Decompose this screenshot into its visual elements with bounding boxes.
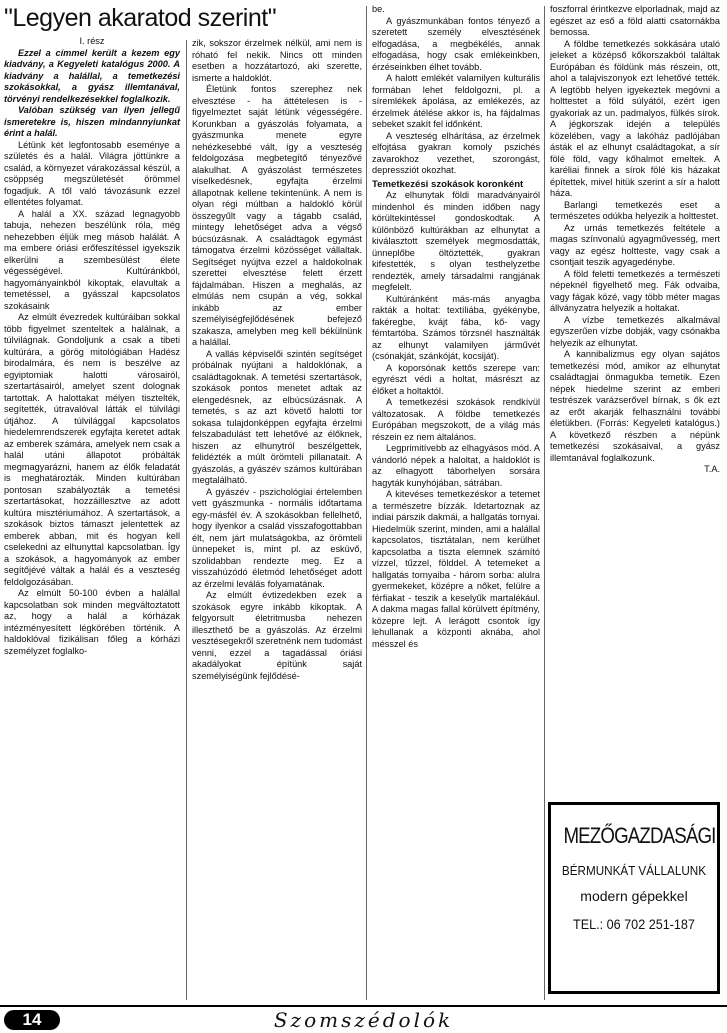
paragraph: Kultúránként más-más anyagba rakták a holtat: textíliába, gyékénybe, fakéregbe, kvájt fába, kő- vagy fémtartóba. Számos törzsnél használták az elhunyt valamilyen járművét (csónakját, szánkóját, kocsiját).: [372, 293, 540, 361]
paragraph: Életünk fontos szerephez nek elvesztése - ha áttételesen is - figyelmeztet saját létünk végességére. Korunkban a gyászolás folyamata, a gyászmunka menete egyre nehézkesebbé vált, így a veszteség feldolgozása megbetegítő tényezővé alakulhat. A gyászolást természetes viselkedésnek, egyfajta érzelmi állapotnak kellene tekintenünk. A nem is olyan régi múltban a haldokló körül összegyűlt vagy a tágabb család, mintegy lehetőséget adva a végső búcsúzásnak. A családtagok egymást támogatva érzelmi közösséget vállaltak. Segítséget nyújtva ezzel a haldokolnak szerettei elvesztése felett érzett fájdalmában. Hiszen a meghalás, az elmúlás nem csupán a vég, sokkal inkább az ember személyiségfejlődésének befejező szakasza, amelyben meg kell békülnünk a halállal.: [192, 84, 362, 347]
article-signature: T.A.: [704, 464, 720, 474]
footer-rule: [0, 1005, 727, 1007]
paragraph: A gyászmunkában fontos tényező a szeretett személy elvesztésének elfogadása, a megbékélés, annak elfogadása, hogy csak emlékeinkben, érzéseinkben élhet tovább.: [372, 15, 540, 72]
paragraph: A halál a XX. század legnagyobb tabuja, nehezen beszélünk róla, még nehezebben éljük meg másob halálát. A ma embere óriási erőfeszítéssel igyekszik elkerülni a szembesülést élete végességével. Kultúránkból, hagyományainkból kikoptak, elavultak a temetéssel, a gyásszal kapcsolatos szokásaink: [4, 208, 180, 311]
paragraph: Barlangi temetkezés eset a természetes odúkba helyezik a holttestet.: [550, 199, 720, 221]
paragraph: A vízbe temetkezés alkalmával egyszerűen vízbe dobják, vagy csónakba helyezik az elhunytat.: [550, 314, 720, 348]
article-lead-1: Ezzel a címmel került a kezem egy kiadvány, a Kegyeleti katalógus 2000. A kiadvány a halállal, a temetkezési szokásokkal, a gyász illemtanával, törvényi rendelkezésekkel foglalkozik.: [4, 47, 180, 104]
paragraph: Az elmúlt évezredek kultúráiban sokkal több figyelmet szenteltek a halálnak, a túlvilágnak. Gondoljunk a csak a tibeti kultúrára, a görög mitológiában Hadész birodalmára, és nem is beszélve az egyiptomiak halotti városairól, szertartásairól, amelyet szent dolognak tartottak. A halottakat mélyen tisztelték, segítették, útravalóval látták el túlvilági útjához. A túlvilággal kapcsolatos hiedelemrendszerek egyfajta keretet adtak az emberek számára, amelyek nem csak a halál utáni állapotot próbálták megmagyarázni, hanem az élők feladatát is meghatározták. Minden kultúrában pontosan szabályozták a temetési szertartásokat, hozzáillesztve az adott kultúra misztériumához. A szertartások, a szokások biztos támaszt jelentettek az emberek abban, mit és hogyan kell cselekedni az elhunyttal kapcsolatban. Így a szokások, a hagyományok az ember segítőjévé váltak a halál és a veszteség feldolgozásában.: [4, 312, 180, 587]
article-column-3: [372, 4, 540, 1000]
article-column-2: [192, 38, 362, 1000]
paragraph: foszforral érintkezve elporladnak, majd az egészet az eső a föld alatti csatornákba bemossa.: [550, 4, 720, 37]
ad-headline: MEZŐGAZDASÁGI: [563, 823, 716, 848]
article-title: "Legyen akaratod szerint": [4, 4, 277, 32]
column-divider: [186, 40, 187, 1000]
ad-phone: TEL.: 06 702 251-187: [573, 916, 695, 932]
ad-line-2: BÉRMUNKÁT VÁLLALUNK: [561, 863, 707, 878]
column-divider: [544, 6, 545, 1000]
paragraph: A föld feletti temetkezés a természeti népeknél figyelhető meg. Fák odvaiba, vagy fágak közé, vagy több méter magas állványzatra helyezik a holtakat.: [550, 268, 720, 313]
article-lead-2: Valóban szükség van ilyen jellegű ismeretekre is, hiszen mindannyiunkat érint a halál.: [4, 105, 180, 138]
paragraph: Létünk két legfontosabb eseménye a születés és a halál. Világra jöttünkre a család, a környezet várakozással készül, a csöppség megszületését örömmel fogadjuk. A től való távozásunk ezzel ellentétes folyamat.: [4, 139, 180, 207]
paragraph: Az elmúlt 50-100 évben a halállal kapcsolatban sok minden megváltoztatott az, hogy a halál a kórházak intézményesített légkörében történik. A haldoklóval fizikálisan főleg a kórházi személyzet foglalko-: [4, 588, 180, 656]
paragraph: Legprimitívebb az elhagyásos mód. A vándorló népek a haloltat, a haldoklót is az elhagyott táborhelyen sorsára hagyták kunyhójában, sátrában.: [372, 443, 540, 488]
paragraph: A vallás képviselői szintén segítséget próbálnak nyújtani a haldoklónak, a családtagoknak. A temetési szertartások, szokások pontos menetet adtak az elengedésnek, az elbúcsúzásnak. A temetés, s az azt követő halotti tor sokasa tulajdonképpen egyfajta érzelmi felszabadulást tett lehetővé az élőknek, hiszen az elhunytról beszélgettek, felidézték a múlt örömteli pillanatait. A gyászolás, a gyászév számos kultúrában megtalálható.: [192, 348, 362, 485]
article-part: I. rész: [79, 36, 105, 46]
paragraph: A gyászév - pszichológiai értelemben vett gyászmunka - normális időtartama egy-másfél év. A szokásokban fellelhető, hogy ilyenkor a család visszafogottabban élt, nem járt mulatságokba, az örömteli ünnepeket is, mint pl. az esküvő, szolidabban rendezte meg. Ez a visszahúzódó életmód lehetőséget adott az érzelmi leválás folyamatának.: [192, 486, 362, 589]
paragraph: A veszteség elhárítása, az érzelmek elfojtása gyakran komoly pszichés zavarokhoz vezethet, szorongást, depressziót okozhat.: [372, 130, 540, 175]
paragraph: A kannibalizmus egy olyan sajátos temetkezési mód, amikor az elhunytat családtagjai önmagukba temetik. Ezen népek hiedelme szerint az emberi testrészek varázserővel bírnak, s ők ezt az erőt akarják felhasználni további életükben. (Forrás: Kegyeleti katalógus.) A következő részben a népünk temetkezési szokásaival, a gyász illemtanával foglalkozunk.: [550, 349, 720, 463]
ad-line-3: modern gépekkel: [580, 888, 688, 904]
section-heading: Temetkezési szokások koronként: [372, 178, 524, 190]
paragraph: A halott emlékét valamilyen kulturális formában lehet feldolgozni, pl. a síremlékek ápolása, az emlékezés, az érzelmek átélése akkor is, ha fájdalmas sebeket szakít fel időnként.: [372, 73, 540, 129]
paragraph: Az elhunytak földi maradványairól mindenhol és minden időben nagy körültekintéssel gondoskodtak. A különböző kultúrákban az elhunytat a kiválasztott személyek megmosdatták, ünneplőbe öltöztették, gyakran kifestették, s olyan testhelyzetbe rendezték, amely társadalmi rangjának megfelelt.: [372, 190, 540, 292]
paragraph: A földbe temetkezés sokkására utaló jeleket a középső kőkorszakból találtak Európában és földünk más részein, ott, ahol a talajviszonyok ezt lehetővé tették. A legtöbb helyen igyekeztek megóvni a holttestet a föld súlyától, ezért igen gyakoriak az un. padmalyos, fülkés sírok. A jégkorszak idején a település közelében, vagy a lakóház padlójában ásták el az elhunyt családtagokat, a sír fölé föld, vagy kőhalmot emeltek. A karéliai finnek a sírok fölé kis házakat építettek, mivel hitük szerint a sír a halott háza.: [550, 38, 720, 198]
publication-name: Szomszédolók: [273, 1008, 454, 1032]
paragraph: Az urnás temetkezés feltétele a magas színvonalú agyagművesség, mert vagy az egész holtteste, vagy csak a csontjait teszik agyagedénybe.: [550, 222, 720, 267]
column-divider: [366, 6, 367, 1000]
paragraph: A koporsónak kettős szerepe van: egyrészt védi a holtat, másrészt az élőket a holtaktól.: [372, 362, 540, 396]
paragraph: A kitevéses temetkezéskor a tetemet a természetre bízzák. Idetartoznak az indiai párszik dakmái, a hallgatás tornyai. Hiedelmük szerint, minden, ami a halállal kapcsolatos, tisztátalan, nem kerülhet kapcsolatba a tiszta elemnek számító vízzel, tűzzel, földdel. A tetemeket a hallgatás tornyaiba - három sorba: alulra gyermekeket, középre a nőket, felülre a férfiakat - teszik a keselyűk martalékául. A dakma magas fallal körülvett építmény, közepre lejt. A lerágott csontok így lehullanak a központi aknába, ahol mésszel és: [372, 489, 540, 649]
paragraph: be.: [372, 4, 385, 14]
advertisement-box: [548, 802, 720, 994]
paragraph: A temetkezési szokások rendkívül változatosak. A földbe temetkezés Európában megszokott, de a világ más részein ez nem általános.: [372, 397, 540, 442]
paragraph: Az elmúlt évtizedekben ezek a szokások egyre inkább kikoptak. A felgyorsult életritmusba nehezen illeszthető be a gyászolás. Az érzelmi vesztésegekről szeretnénk nem tudomást venni, ezzel a tagadással óriási akadályokat építünk saját személyiségünk fejlődésé-: [192, 590, 362, 681]
page-number: 14: [4, 1010, 60, 1030]
paragraph: zik, sokszor érzelmek nélkül, ami nem is róható fel nekik. Nincs ott minden esetben a hozzátartozó, aki szerette, ismerte a haldoklót.: [192, 38, 362, 83]
article-column-4: [550, 4, 720, 794]
